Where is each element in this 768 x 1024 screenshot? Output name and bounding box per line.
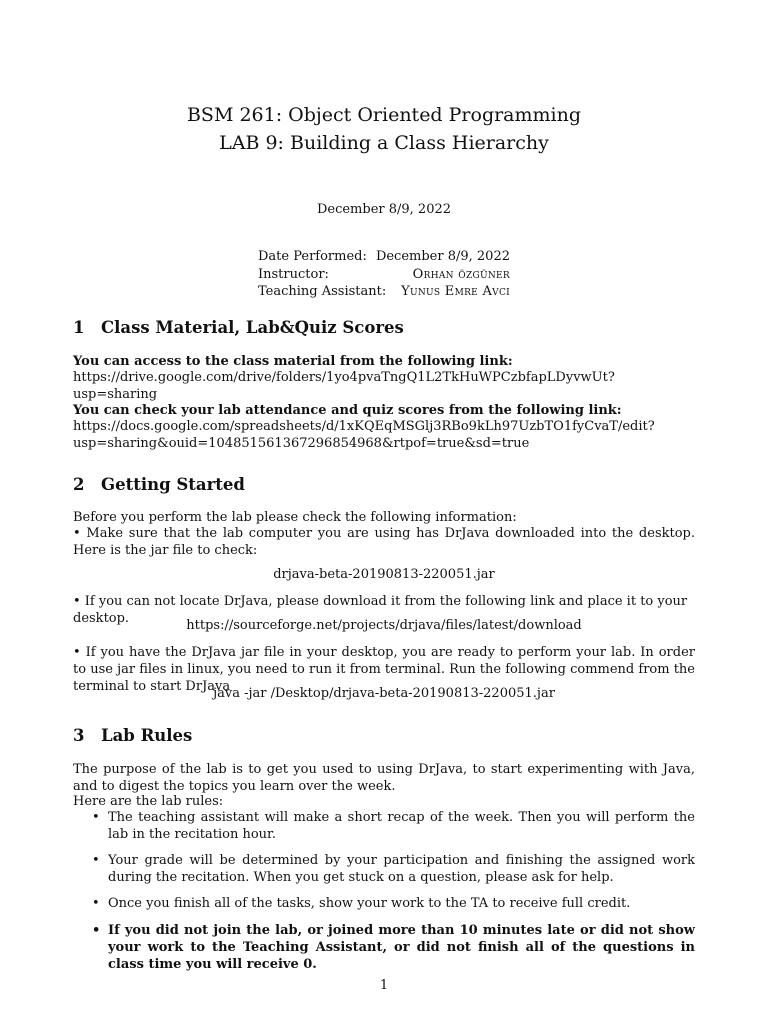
getting-started-bullet-3: • If you have the DrJava jar file in your desktop, you are ready to perform your lab. In order to use jar files in linux, you need to run it from terminal. Run the following commend from the terminal to start DrJava [73, 645, 695, 694]
section-2-title: Getting Started [101, 475, 245, 494]
instructor-label: Instructor: [258, 266, 329, 282]
bullet-icon: • [92, 896, 100, 911]
bullet-icon: • [92, 853, 100, 868]
instructor-value: Orhan özgüner [412, 266, 510, 282]
section-2-heading [73, 475, 245, 494]
scores-link-line-2[interactable]: usp=sharing&ouid=104851561367296854968&rtpof=true&sd=true [73, 436, 530, 451]
material-intro: You can access to the class material from the following link: [73, 354, 513, 369]
getting-started-bullet-1: • Make sure that the lab computer you are using has DrJava downloaded into the desktop. Here is the jar file to check: [73, 526, 695, 558]
section-2-number: 2 [73, 475, 85, 494]
terminal-command: java -jar /Desktop/drjava-beta-20190813-220051.jar [213, 686, 555, 701]
section-1-number: 1 [73, 318, 85, 337]
scores-link-line-1[interactable]: https://docs.google.com/spreadsheets/d/1xKQEqMSGlj3RBo9kLh97UzbTO1fyCvaT/edit? [73, 419, 655, 434]
getting-started-bullet-2: • If you can not locate DrJava, please download it from the following link and place it to your desktop. [73, 594, 688, 626]
lab-rule-item [92, 809, 695, 843]
section-3-title: Lab Rules [101, 726, 193, 745]
download-link[interactable]: https://sourceforge.net/projects/drjava/files/latest/download [186, 618, 582, 633]
section-3-heading [73, 726, 192, 745]
section-1-title: Class Material, Lab&Quiz Scores [101, 318, 404, 337]
ta-value: Yunus Emre Avci [401, 284, 510, 299]
meta-row-date [258, 249, 510, 267]
date-performed-label: Date Performed: [258, 249, 367, 264]
date-performed-value: December 8/9, 2022 [375, 249, 510, 264]
section-1-heading [73, 318, 404, 337]
meta-row-ta [258, 284, 510, 302]
lab-rule-text: If you did not join the lab, or joined more than 10 minutes late or did not show your work to the Teaching Assistant, or did not finish all of the questions in class time you will receive 0. [108, 923, 695, 972]
getting-started-intro: Before you perform the lab please check the following information: [73, 510, 517, 525]
material-link[interactable]: https://drive.google.com/drive/folders/1yo4pvaTngQ1L2TkHuWPCzbfapLDyvwUt?usp=sharing [73, 370, 615, 402]
meta-row-instructor [258, 267, 510, 285]
scores-intro: You can check your lab attendance and quiz scores from the following link: [73, 403, 622, 418]
lab-rule-text: Once you finish all of the tasks, show your work to the TA to receive full credit. [108, 896, 631, 911]
lab-title: LAB 9: Building a Class Hierarchy [219, 132, 549, 154]
jar-file-name: drjava-beta-20190813-220051.jar [273, 567, 495, 582]
lab-rule-text: Your grade will be determined by your participation and finishing the assigned work during the recitation. When you get stuck on a question, please ask for help. [108, 853, 695, 885]
lab-rules-list-intro: Here are the lab rules: [73, 794, 224, 809]
lab-rule-item [92, 922, 695, 973]
section-3-number: 3 [73, 726, 85, 745]
course-title: BSM 261: Object Oriented Programming [186, 104, 582, 126]
metadata-block [258, 249, 510, 302]
lab-rule-item [92, 852, 695, 886]
lab-rules-intro: The purpose of the lab is to get you used to using DrJava, to start experimenting with Java, and to digest the topics you learn over the week. [73, 762, 695, 794]
ta-label: Teaching Assistant: [258, 284, 387, 299]
lab-rule-text: The teaching assistant will make a short recap of the week. Then you will perform the lab in the recitation hour. [108, 810, 695, 842]
document-date: December 8/9, 2022 [316, 202, 452, 217]
lab-rule-item [92, 895, 695, 912]
bullet-icon: • [92, 810, 100, 825]
page-number: 1 [379, 978, 389, 993]
bullet-icon: • [92, 923, 101, 938]
